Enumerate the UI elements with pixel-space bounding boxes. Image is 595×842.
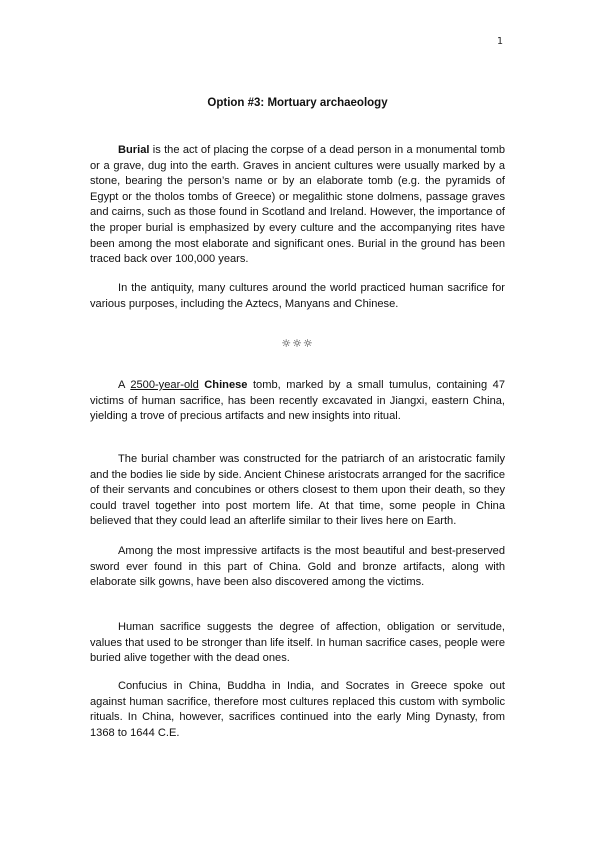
term-chinese: Chinese	[204, 379, 248, 391]
paragraph-chinese-tomb-text: tomb, marked by a small tumulus, containing 47 victims of human sacrifice, has been recently excavated in Jiangxi, eastern China, yielding a trove of precious artifacts and new insights into ritual.	[90, 379, 505, 423]
paragraph-human-sacrifice: Human sacrifice suggests the degree of affection, obligation or servitude, values that used to be stronger than life itself. In human sacrifice cases, people were buried alive together with the dead ones.	[90, 621, 506, 665]
paragraph-burial	[90, 143, 505, 268]
paragraph-chinese-tomb-lead: A	[118, 379, 131, 391]
document-title: Option #3: Mortuary archaeology	[207, 97, 388, 109]
paragraph-chinese-tomb	[90, 378, 505, 425]
page-number: 1	[497, 36, 504, 47]
section-divider: ☼☼☼	[281, 337, 314, 350]
paragraph-burial-chamber: The burial chamber was constructed for the patriarch of an aristocratic family and the bodies lie side by side. Ancient Chinese aristocrats arranged for the sacrifice of their servants and concubines or others closest to them upon their death, so they could travel together into post mortem life. At that time, some people in China believed that they could lead an afterlife similar to their lives here on Earth.	[90, 453, 506, 528]
paragraph-burial-text: is the act of placing the corpse of a dead person in a monumental tomb or a grave, dug into the earth. Graves in ancient cultures were usually marked by a stone, bearing the person’s name or by an elaborate tomb (e.g. the pyramids of Egypt or the tholos tombs of Greece) or megalithic stone dolmens, passage graves and cairns, such as those found in Scotland and Ireland. However, the importance of the proper burial is emphasized by every culture and the accompanying rites have been among the most elaborate and significant ones. Burial in the ground has been traced back over 100,000 years.	[90, 144, 505, 266]
link-2500-year-old[interactable]: 2500-year-old	[130, 379, 199, 391]
paragraph-antiquity: In the antiquity, many cultures around the world practiced human sacrifice for various purposes, including the Aztecs, Manyans and Chinese.	[90, 282, 505, 310]
paragraph-artifacts: Among the most impressive artifacts is the most beautiful and best-preserved sword ever found in this part of China. Gold and bronze artifacts, along with elaborate silk gowns, have been also discovered among the victims.	[90, 545, 505, 589]
term-burial: Burial	[118, 144, 150, 156]
paragraph-confucius: Confucius in China, Buddha in India, and Socrates in Greece spoke out against human sacrifice, therefore most cultures replaced this custom with symbolic rituals. In China, however, sacrifices continued into the early Ming Dynasty, from 1368 to 1644 C.E.	[90, 680, 505, 739]
